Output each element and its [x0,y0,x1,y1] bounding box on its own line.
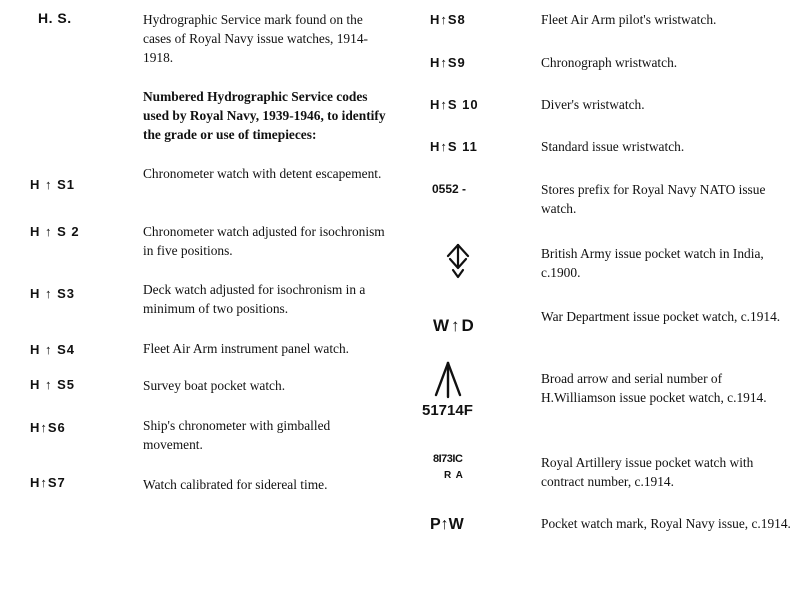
broad-arrow-serial: 51714F [422,402,473,419]
broad-arrow-description: Broad arrow and serial number of H.Williamson issue pocket watch, c.1914. [541,371,767,405]
code-hs10-description: Diver's wristwatch. [541,97,645,112]
stores-prefix-description: Stores prefix for Royal Navy NATO issue watch. [541,182,766,216]
code-hs3-description: Deck watch adjusted for isochronism in a minimum of two positions. [143,282,366,316]
code-hs3: H ↑ S3 [30,286,76,301]
code-hs2: H ↑ S 2 [30,224,80,239]
code-hs10: H↑S 10 [430,97,479,112]
royal-artillery-description: Royal Artillery issue pocket watch with contract number, c.1914. [541,455,754,489]
code-hs1-description: Chronometer watch with detent escapement. [143,166,382,181]
war-department-mark: W↑D [433,316,476,335]
code-hs9-description: Chronograph wristwatch. [541,55,678,70]
hs-description: Hydrographic Service mark found on the cases of Royal Navy issue watches, 1914-1918. [143,12,368,65]
code-hs2-description: Chronometer watch adjusted for isochronism in five positions. [143,224,385,258]
army-broad-arrow-icon [443,240,473,280]
war-department-description: War Department issue pocket watch, c.1914. [541,309,781,324]
code-hs4-description: Fleet Air Arm instrument panel watch. [143,341,350,356]
pocket-watch-mark: P↑W [430,516,464,533]
stores-prefix-mark: 0552 - [432,182,467,196]
army-description: British Army issue pocket watch in India, c.1900. [541,246,764,280]
pocket-watch-description: Pocket watch mark, Royal Navy issue, c.1914. [541,516,791,531]
code-hs11: H↑S 11 [430,139,478,154]
royal-artillery-letters: R A [444,470,464,481]
code-hs5-description: Survey boat pocket watch. [143,378,286,393]
code-hs6-description: Ship's chronometer with gimballed movement. [143,418,331,452]
code-hs8-description: Fleet Air Arm pilot's wristwatch. [541,12,717,27]
code-hs11-description: Standard issue wristwatch. [541,139,685,154]
code-hs6: H↑S6 [30,420,66,435]
code-hs4: H ↑ S4 [30,342,76,357]
royal-artillery-number: 8I73IC [433,453,463,465]
code-hs1: H ↑ S1 [30,177,76,192]
code-hs7-description: Watch calibrated for sidereal time. [143,477,328,492]
code-hs8: H↑S8 [430,12,466,27]
hs-mark: H. S. [38,10,72,26]
code-hs7: H↑S7 [30,475,66,490]
numbered-codes-heading: Numbered Hydrographic Service codes used by Royal Navy, 1939-1946, to identify the grade or use of timepieces: [143,89,386,142]
broad-arrow-icon [433,360,463,400]
code-hs5: H ↑ S5 [30,377,76,392]
code-hs9: H↑S9 [430,55,466,70]
